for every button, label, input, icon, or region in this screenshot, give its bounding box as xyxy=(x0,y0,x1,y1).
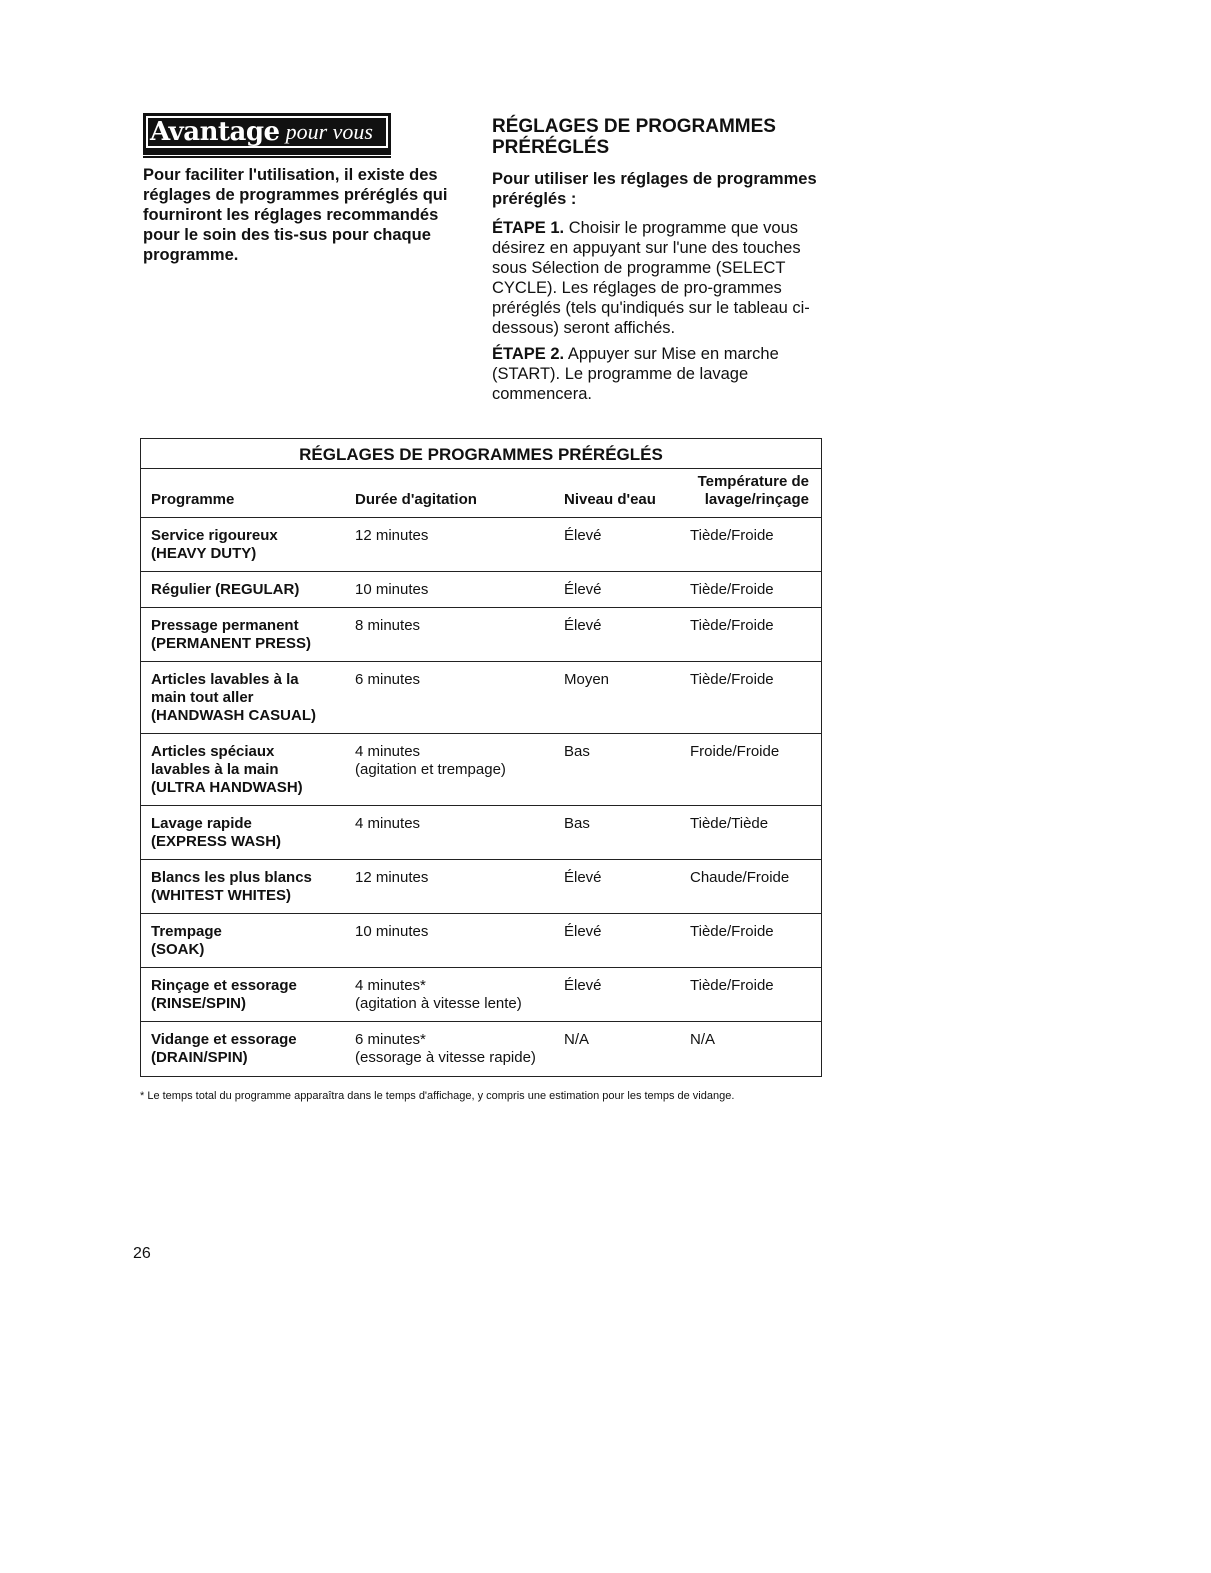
cell-duration-line: 10 minutes xyxy=(355,581,429,598)
cell-program xyxy=(151,869,351,905)
header-divider xyxy=(141,517,821,518)
cell-level xyxy=(564,977,674,995)
cell-duration-line: 4 minutes* xyxy=(355,977,426,994)
page-number: 26 xyxy=(133,1245,151,1262)
cell-duration xyxy=(355,869,565,887)
cell-program-line: Vidange et essorage xyxy=(151,1031,297,1048)
cell-program-line: Régulier (REGULAR) xyxy=(151,581,300,598)
cell-duration xyxy=(355,617,565,635)
step-2-label: ÉTAPE 2. xyxy=(492,345,565,363)
row-divider xyxy=(141,607,821,608)
cell-temperature-line: N/A xyxy=(690,1031,716,1048)
avantage-logo xyxy=(143,113,391,155)
cell-duration xyxy=(355,977,565,1013)
step-1 xyxy=(492,218,822,338)
cell-program-line: Rinçage et essorage xyxy=(151,977,297,994)
cell-program-line: Pressage permanent xyxy=(151,617,299,634)
cell-program xyxy=(151,617,351,653)
cell-program-line: lavables à la main xyxy=(151,761,279,778)
cell-program xyxy=(151,923,351,959)
cell-level-line: Élevé xyxy=(564,527,602,544)
cell-program-line: (SOAK) xyxy=(151,941,205,958)
cell-program-line: Lavage rapide xyxy=(151,815,252,832)
header-level: Niveau d'eau xyxy=(564,491,656,508)
cell-level-line: Élevé xyxy=(564,977,602,994)
cell-temperature xyxy=(690,743,820,761)
cell-duration xyxy=(355,581,565,599)
cell-program-line: (EXPRESS WASH) xyxy=(151,833,282,850)
cell-temperature xyxy=(690,1031,820,1049)
cell-program-line: (DRAIN/SPIN) xyxy=(151,1049,248,1066)
cell-duration-line: 4 minutes xyxy=(355,815,421,832)
cell-program-line: (HANDWASH CASUAL) xyxy=(151,707,316,724)
row-divider xyxy=(141,805,821,806)
cell-level xyxy=(564,527,674,545)
cell-program xyxy=(151,581,351,599)
cell-temperature-line: Tiède/Froide xyxy=(690,977,774,994)
cell-duration xyxy=(355,743,565,779)
instructions-section xyxy=(492,116,822,410)
cell-temperature xyxy=(690,923,820,941)
cell-program-line: Blancs les plus blancs xyxy=(151,869,312,886)
cell-program-line: (PERMANENT PRESS) xyxy=(151,635,312,652)
cell-duration-line: 8 minutes xyxy=(355,617,421,634)
cell-duration xyxy=(355,671,565,689)
cell-temperature xyxy=(690,977,820,995)
header-program: Programme xyxy=(151,491,235,508)
cell-duration xyxy=(355,1031,565,1067)
header-duration: Durée d'agitation xyxy=(355,491,477,508)
cell-duration-line: 6 minutes* xyxy=(355,1031,426,1048)
cell-program xyxy=(151,527,351,563)
cell-temperature xyxy=(690,617,820,635)
cell-duration-line: 4 minutes xyxy=(355,743,421,760)
cell-duration xyxy=(355,815,565,833)
row-divider xyxy=(141,967,821,968)
step-1-text: Choisir le programme que vous désirez en appuyant sur l'une des touches sous Sélection de programme (SELECT CYCLE). Les réglages de pro-grammes préréglés (tels qu'indiqués sur le tableau ci-dessous) seront affichés. xyxy=(492,219,810,337)
cell-program-line: (ULTRA HANDWASH) xyxy=(151,779,303,796)
header-temperature xyxy=(698,473,809,509)
cell-program-line: (HEAVY DUTY) xyxy=(151,545,257,562)
cell-temperature xyxy=(690,581,820,599)
cell-level-line: Bas xyxy=(564,743,590,760)
cell-duration-line: 12 minutes xyxy=(355,869,429,886)
cell-temperature xyxy=(690,527,820,545)
row-divider xyxy=(141,913,821,914)
cell-duration-line: 10 minutes xyxy=(355,923,429,940)
row-divider xyxy=(141,571,821,572)
cell-level xyxy=(564,1031,674,1049)
cell-temperature xyxy=(690,671,820,689)
cell-program xyxy=(151,1031,351,1067)
step-2-text: Appuyer sur Mise en marche (START). Le programme de lavage commencera. xyxy=(492,345,779,403)
cell-duration-line: 12 minutes xyxy=(355,527,429,544)
cell-level xyxy=(564,743,674,761)
cell-duration-line: (essorage à vitesse rapide) xyxy=(355,1049,536,1066)
cell-program-line: Service rigoureux xyxy=(151,527,278,544)
header-temp-line2: lavage/rinçage xyxy=(704,491,809,508)
cell-temperature-line: Chaude/Froide xyxy=(690,869,790,886)
cell-program xyxy=(151,743,351,797)
cell-program xyxy=(151,815,351,851)
cell-temperature-line: Tiède/Froide xyxy=(690,527,774,544)
cell-duration xyxy=(355,527,565,545)
cell-level-line: Élevé xyxy=(564,869,602,886)
cell-program xyxy=(151,977,351,1013)
step-2 xyxy=(492,344,822,404)
cell-temperature-line: Tiède/Froide xyxy=(690,581,774,598)
cell-temperature-line: Tiède/Froide xyxy=(690,671,774,688)
cell-level-line: N/A xyxy=(564,1031,590,1048)
cell-temperature xyxy=(690,815,820,833)
preset-cycles-table xyxy=(140,438,822,1077)
cell-level-line: Élevé xyxy=(564,581,602,598)
cell-program-line: Articles spéciaux xyxy=(151,743,275,760)
logo-main-text: Avantage xyxy=(150,117,280,147)
logo-underline xyxy=(143,156,391,158)
cell-level-line: Élevé xyxy=(564,923,602,940)
section-subtitle: Pour utiliser les réglages de programmes préréglés : xyxy=(492,170,817,208)
cell-program-line: main tout aller xyxy=(151,689,254,706)
intro-paragraph: Pour faciliter l'utilisation, il existe des réglages de programmes préréglés qui fourniront les réglages recommandés pour le soin des tis-sus pour chaque programme. xyxy=(143,166,448,264)
cell-level xyxy=(564,869,674,887)
cell-duration-line: (agitation et trempage) xyxy=(355,761,506,778)
cell-program-line: Trempage xyxy=(151,923,222,940)
cell-level xyxy=(564,671,674,689)
cell-program-line: Articles lavables à la xyxy=(151,671,299,688)
cell-duration-line: 6 minutes xyxy=(355,671,421,688)
cell-program-line: (WHITEST WHITES) xyxy=(151,887,291,904)
cell-duration-line: (agitation à vitesse lente) xyxy=(355,995,522,1012)
cell-temperature-line: Tiède/Froide xyxy=(690,923,774,940)
cell-level-line: Moyen xyxy=(564,671,610,688)
row-divider xyxy=(141,733,821,734)
cell-level xyxy=(564,617,674,635)
table-title: RÉGLAGES DE PROGRAMMES PRÉRÉGLÉS xyxy=(299,445,663,464)
cell-program xyxy=(151,671,351,725)
table-divider xyxy=(141,468,821,469)
cell-duration xyxy=(355,923,565,941)
row-divider xyxy=(141,859,821,860)
cell-temperature-line: Tiède/Froide xyxy=(690,617,774,634)
row-divider xyxy=(141,661,821,662)
step-1-label: ÉTAPE 1. xyxy=(492,219,565,237)
footnote: * Le temps total du programme apparaîtra dans le temps d'affichage, y compris une estimation pour les temps de vidange. xyxy=(140,1090,735,1102)
logo-sub-text: pour vous xyxy=(285,119,373,144)
row-divider xyxy=(141,1021,821,1022)
cell-level xyxy=(564,815,674,833)
cell-temperature-line: Froide/Froide xyxy=(690,743,780,760)
cell-level-line: Bas xyxy=(564,815,590,832)
header-temp-line1: Température de xyxy=(697,473,809,490)
cell-level xyxy=(564,923,674,941)
section-title: RÉGLAGES DE PROGRAMMES PRÉRÉGLÉS xyxy=(492,116,776,158)
cell-temperature xyxy=(690,869,820,887)
cell-temperature-line: Tiède/Tiède xyxy=(690,815,769,832)
cell-level xyxy=(564,581,674,599)
cell-program-line: (RINSE/SPIN) xyxy=(151,995,247,1012)
cell-level-line: Élevé xyxy=(564,617,602,634)
